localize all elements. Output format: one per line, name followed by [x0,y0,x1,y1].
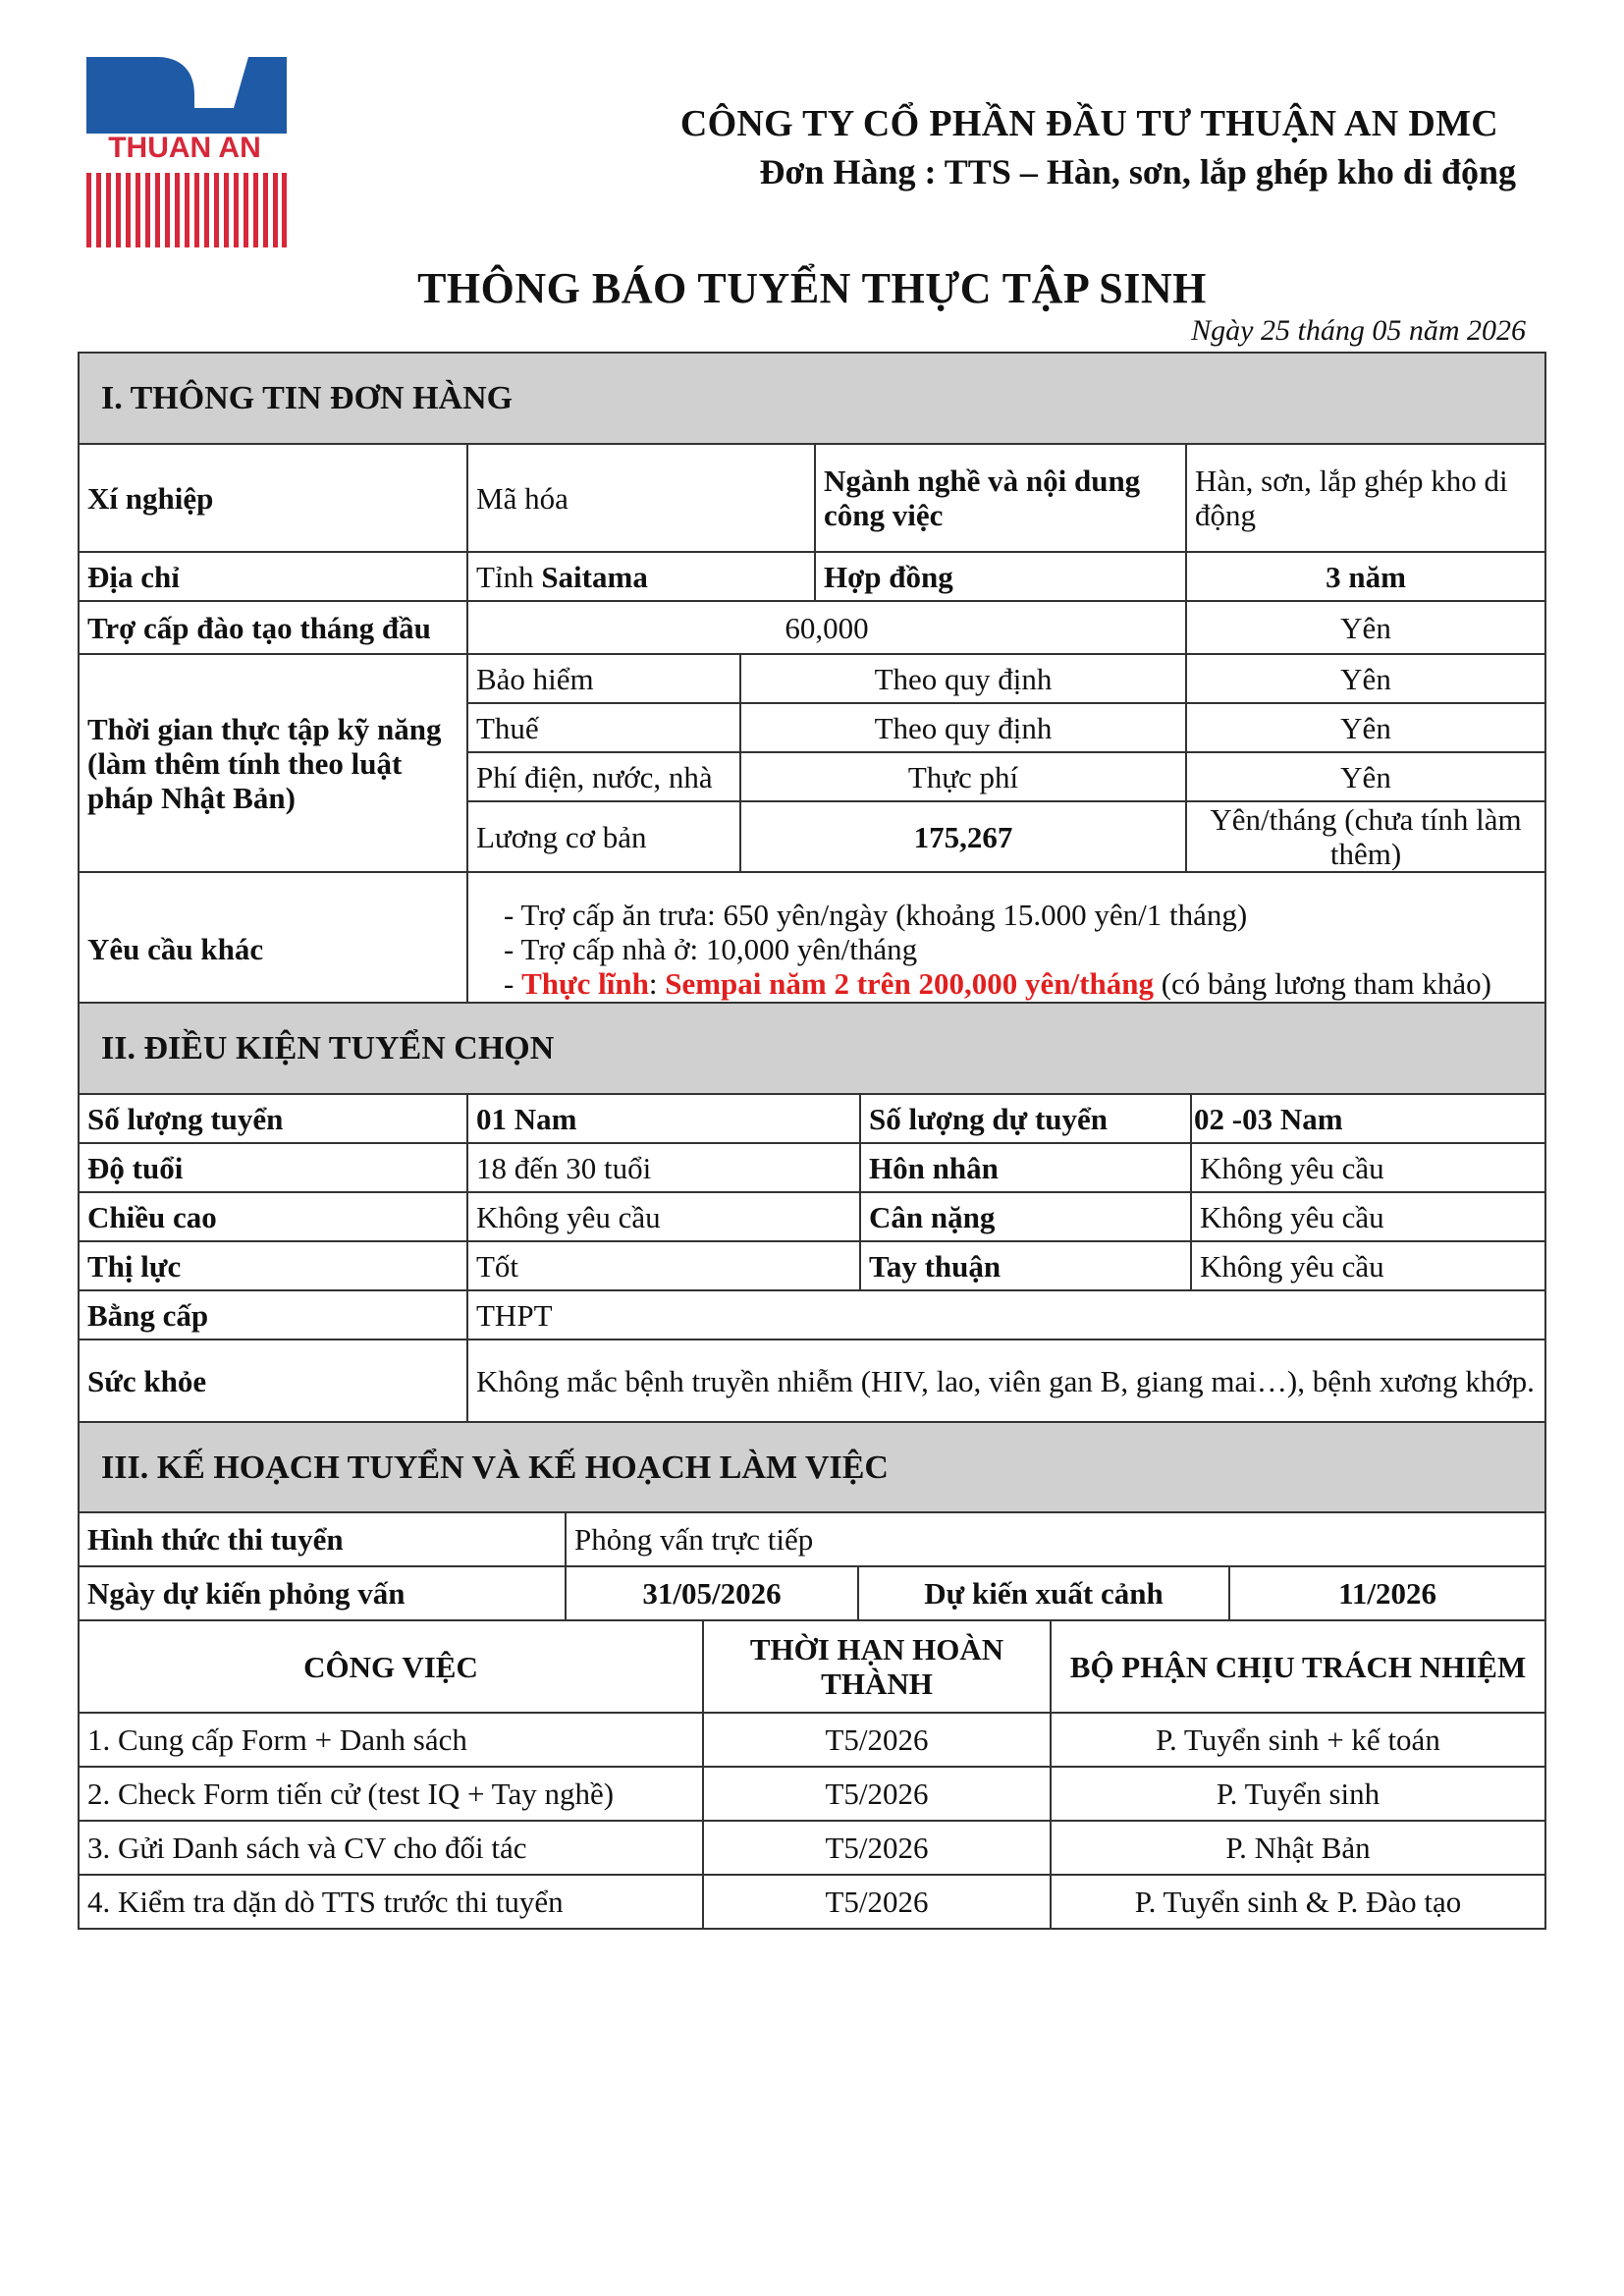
company-logo [86,57,287,249]
contract-label: Hợp đồng [815,552,1186,601]
row-item: Thuế [467,703,740,752]
section-heading: III. KẾ HOẠCH TUYỂN VÀ KẾ HOẠCH LÀM VIỆC [79,1422,1545,1512]
job-value: Hàn, sơn, lắp ghép kho di động [1186,444,1545,552]
table-row [79,1767,1545,1821]
task-deadline: T5/2026 [703,1875,1051,1929]
address-value: Tỉnh Saitama [467,552,815,601]
row-item: Bảo hiểm [467,654,740,703]
row-item: Lương cơ bản [467,801,740,872]
task-name: 1. Cung cấp Form + Danh sách [79,1713,703,1767]
row-value: 175,267 [740,801,1186,872]
allowance-value: 60,000 [467,601,1186,654]
marriage-label: Hôn nhân [860,1143,1191,1192]
training-label: Thời gian thực tập kỹ năng (làm thêm tính theo luật pháp Nhật Bản) [79,654,467,872]
height-label: Chiều cao [79,1192,467,1241]
form-value: Phỏng vấn trực tiếp [566,1512,1545,1566]
row-unit: Yên/tháng (chưa tính làm thêm) [1186,801,1545,872]
section-heading: I. THÔNG TIN ĐƠN HÀNG [79,353,1545,444]
height-value: Không yêu cầu [467,1192,860,1241]
allowance-unit: Yên [1186,601,1545,654]
interview-label: Ngày dự kiến phỏng vấn [79,1566,566,1620]
row-unit: Yên [1186,752,1545,801]
task-deadline: T5/2026 [703,1713,1051,1767]
marriage-value: Không yêu cầu [1191,1143,1545,1192]
plan-table [78,1421,1546,1621]
other-line: - Thực lĩnh: Sempai năm 2 trên 200,000 yên/tháng (có bảng lương tham khảo) [504,965,1491,1001]
table-row [79,1713,1545,1767]
enterprise-value: Mã hóa [467,444,815,552]
row-value: Theo quy định [740,654,1186,703]
order-title: Đơn Hàng : TTS – Hàn, sơn, lắp ghép kho di động [759,152,1516,191]
col-task: CÔNG VIỆC [79,1620,703,1713]
hand-label: Tay thuận [860,1241,1191,1290]
task-dept: P. Nhật Bản [1051,1821,1545,1875]
age-label: Độ tuổi [79,1143,467,1192]
job-label: Ngành nghề và nội dung công việc [815,444,1186,552]
task-dept: P. Tuyển sinh + kế toán [1051,1713,1545,1767]
degree-label: Bằng cấp [79,1290,467,1339]
task-name: 3. Gửi Danh sách và CV cho đối tác [79,1821,703,1875]
table-row [79,1821,1545,1875]
form-label: Hình thức thi tuyển [79,1512,566,1566]
row-value: Theo quy định [740,703,1186,752]
quantity-value: 01 Nam [467,1094,860,1143]
row-unit: Yên [1186,703,1545,752]
row-value: Thực phí [740,752,1186,801]
col-deadline: THỜI HẠN HOÀN THÀNH [703,1620,1051,1713]
candidates-value: 02 -03 Nam [1191,1094,1545,1143]
table-row [79,1875,1545,1929]
weight-label: Cân nặng [860,1192,1191,1241]
interview-value: 31/05/2026 [566,1566,858,1620]
header [680,102,1516,192]
age-value: 18 đến 30 tuổi [467,1143,860,1192]
enterprise-label: Xí nghiệp [79,444,467,552]
other-line: - Trợ cấp nhà ở: 10,000 yên/tháng [504,931,918,966]
degree-value: THPT [467,1290,1545,1339]
vision-value: Tốt [467,1241,860,1290]
health-label: Sức khỏe [79,1339,467,1422]
section-heading: II. ĐIỀU KIỆN TUYỂN CHỌN [79,1003,1545,1094]
document-date: Ngày 25 tháng 05 năm 2026 [1191,314,1526,347]
selection-table [78,1002,1546,1423]
candidates-label: Số lượng dự tuyển [860,1094,1191,1143]
task-table [78,1619,1546,1930]
contract-value: 3 năm [1186,552,1545,601]
weight-value: Không yêu cầu [1191,1192,1545,1241]
row-unit: Yên [1186,654,1545,703]
document-title: THÔNG BÁO TUYỂN THỰC TẬP SINH [417,264,1207,312]
quantity-label: Số lượng tuyển [79,1094,467,1143]
row-item: Phí điện, nước, nhà [467,752,740,801]
col-dept: BỘ PHẬN CHỊU TRÁCH NHIỆM [1051,1620,1545,1713]
task-deadline: T5/2026 [703,1767,1051,1821]
order-info-table [78,352,1546,1026]
logo-text: THUAN AN [108,132,261,164]
other-label: Yêu cầu khác [79,872,467,1025]
other-line: - Trợ cấp ăn trưa: 650 yên/ngày (khoảng 15.000 yên/1 tháng) [504,897,1248,932]
task-dept: P. Tuyển sinh & P. Đào tạo [1051,1875,1545,1929]
task-deadline: T5/2026 [703,1821,1051,1875]
hand-value: Không yêu cầu [1191,1241,1545,1290]
address-label: Địa chỉ [79,552,467,601]
company-name: CÔNG TY CỔ PHẦN ĐẦU TƯ THUẬN AN DMC [679,103,1498,144]
task-name: 2. Check Form tiến cử (test IQ + Tay nghề) [79,1767,703,1821]
health-value: Không mắc bệnh truyền nhiễm (HIV, lao, viên gan B, giang mai…), bệnh xương khớp. [467,1339,1545,1422]
vision-label: Thị lực [79,1241,467,1290]
allowance-label: Trợ cấp đào tạo tháng đầu [79,601,467,654]
task-name: 4. Kiểm tra dặn dò TTS trước thi tuyển [79,1875,703,1929]
task-dept: P. Tuyển sinh [1051,1767,1545,1821]
departure-label: Dự kiến xuất cảnh [858,1566,1229,1620]
departure-value: 11/2026 [1229,1566,1545,1620]
